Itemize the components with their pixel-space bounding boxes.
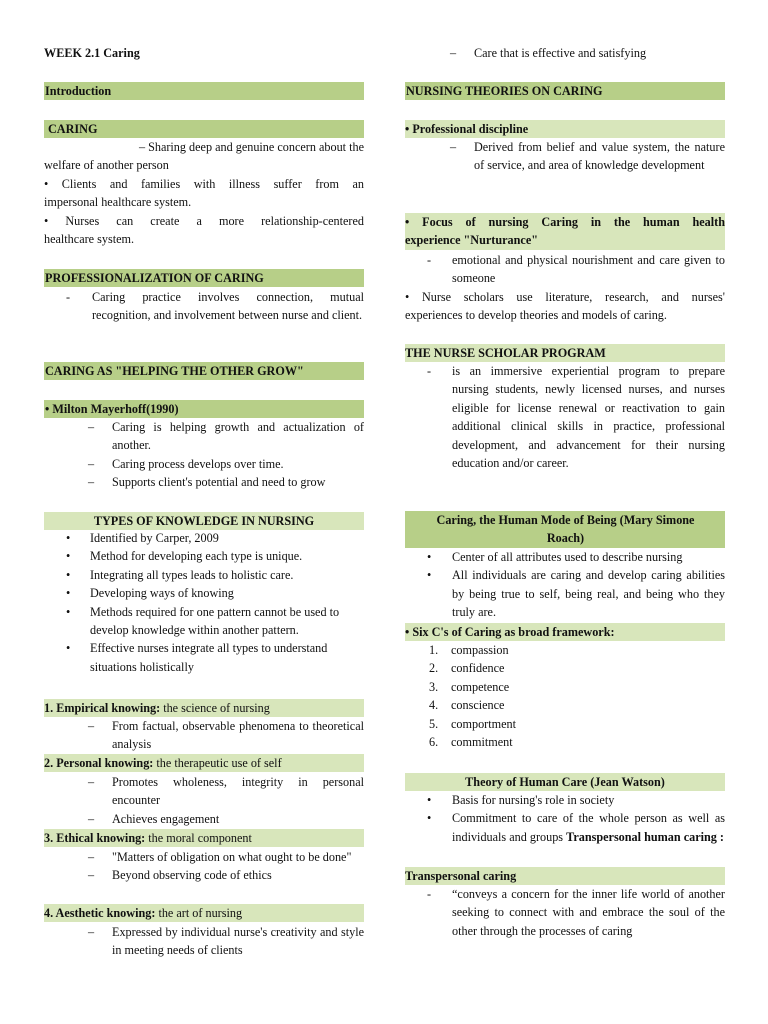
section-header-professionalization: PROFESSIONALIZATION OF CARING	[44, 269, 364, 287]
section-header-nursing-theories: NURSING THEORIES ON CARING	[405, 82, 725, 100]
list-item: – Caring process develops over time.	[88, 456, 284, 471]
list-item: - “conveys a concern for the inner life world of another seeking to connect with and embrace the soul of the other through the processes of caring	[427, 887, 725, 938]
list-item: • Effective nurses integrate all types to understand situations holistically	[66, 641, 328, 674]
list-item: 6. commitment	[429, 735, 513, 750]
list-item: 2. confidence	[429, 661, 505, 676]
section-header-caring: CARING	[44, 120, 364, 138]
list-item: • Center of all attributes used to describe nursing	[427, 550, 683, 564]
list-item: - Caring practice involves connection, mutual recognition, and involvement between nurse and client.	[66, 290, 364, 323]
list-item: – "Matters of obligation on what ought to be done"	[88, 850, 352, 864]
list-item: • Identified by Carper, 2009	[66, 531, 219, 545]
list-item: 3. competence	[429, 679, 510, 694]
section-header-watson: Theory of Human Care (Jean Watson)	[405, 773, 725, 791]
list-item: 4. conscience	[429, 698, 505, 713]
list-item: - emotional and physical nourishment and care given to someone	[427, 253, 725, 286]
types-list	[44, 529, 364, 676]
list-item: – Promotes wholeness, integrity in personal encounter	[88, 775, 364, 808]
list-item: • Methods required for one pattern cannot be used to develop knowledge within another pattern.	[66, 604, 340, 638]
knowing-header-ethical: 3. Ethical knowing: the moral component	[44, 829, 364, 847]
list-item: – Care that is effective and satisfying	[450, 46, 647, 60]
roach-list	[405, 548, 725, 622]
six-cs-list	[405, 641, 725, 751]
list-item: 1. compassion	[429, 643, 509, 657]
list-item: – From factual, observable phenomena to theoretical analysis	[88, 719, 364, 752]
section-header-introduction: Introduction	[44, 82, 364, 100]
list-item: • Developing ways of knowing	[66, 586, 234, 601]
section-header-types-of-knowledge: TYPES OF KNOWLEDGE IN NURSING	[44, 512, 364, 530]
list-item: – Beyond observing code of ethics	[88, 868, 272, 883]
list-item: • Basis for nursing's role in society	[427, 793, 615, 807]
caring-definition: – Sharing deep and genuine concern about the welfare of another person • Clients and families with illness suffer from an impersonal healthcare system. • Nurses can create a more relationship-centered healthcare system.	[44, 140, 364, 247]
list-item: – Achieves engagement	[88, 811, 220, 826]
list-item: – Supports client's potential and need to grow	[88, 475, 326, 490]
milton-list	[44, 418, 364, 492]
list-item: • Integrating all types leads to holistic care.	[66, 567, 294, 582]
section-header-nurse-scholar-program: THE NURSE SCHOLAR PROGRAM	[405, 344, 725, 362]
list-item: - is an immersive experiential program to prepare nursing students, newly licensed nurses, and nurses eligible for license renewal or reactivation to gain additional clinical skills in practice, professional development, and advancement for their nursing education and/or career.	[427, 364, 725, 471]
knowing-header-aesthetic: 4. Aesthetic knowing: the art of nursing	[44, 904, 364, 922]
section-header-six-cs: • Six C's of Caring as broad framework:	[405, 623, 725, 641]
section-header-helping-grow: CARING AS "HELPING THE OTHER GROW"	[44, 362, 364, 380]
empirical-list	[44, 717, 364, 754]
section-header-milton: • Milton Mayerhoff(1990)	[44, 400, 364, 418]
knowing-header-personal: 2. Personal knowing: the therapeutic use of self	[44, 754, 364, 772]
section-header-focus-of-caring: • Focus of nursing Caring in the human health experience "Nurturance"	[405, 213, 725, 250]
ethical-list	[44, 848, 364, 885]
nurse-scholars-paragraph: • Nurse scholars use literature, research, and nurses' experiences to develop theories and models of caring.	[405, 290, 725, 323]
section-header-transpersonal-caring: Transpersonal caring	[405, 867, 725, 885]
list-item: • Commitment to care of the whole person as well as individuals and groups Transpersonal human caring :	[427, 811, 725, 844]
document-title: WEEK 2.1 Caring	[44, 46, 140, 60]
personal-list	[44, 773, 364, 828]
list-item: – Expressed by individual nurse's creativity and style in meeting needs of clients	[88, 925, 364, 958]
aesthetic-list	[44, 923, 364, 960]
list-item: – Derived from belief and value system, the nature of service, and area of knowledge development	[450, 140, 725, 173]
section-header-roach: Caring, the Human Mode of Being (Mary Simone Roach)	[405, 511, 725, 548]
watson-list	[405, 791, 725, 846]
list-item: • Method for developing each type is unique.	[66, 549, 303, 564]
section-header-professional-discipline: • Professional discipline	[405, 120, 725, 138]
list-item: – Caring is helping growth and actualization of another.	[88, 420, 364, 453]
list-item: 5. comportment	[429, 716, 516, 731]
list-item: • All individuals are caring and develop caring abilities by being true to self, being real, and being who they truly are.	[427, 568, 725, 620]
knowing-header-empirical: 1. Empirical knowing: the science of nursing	[44, 699, 364, 717]
